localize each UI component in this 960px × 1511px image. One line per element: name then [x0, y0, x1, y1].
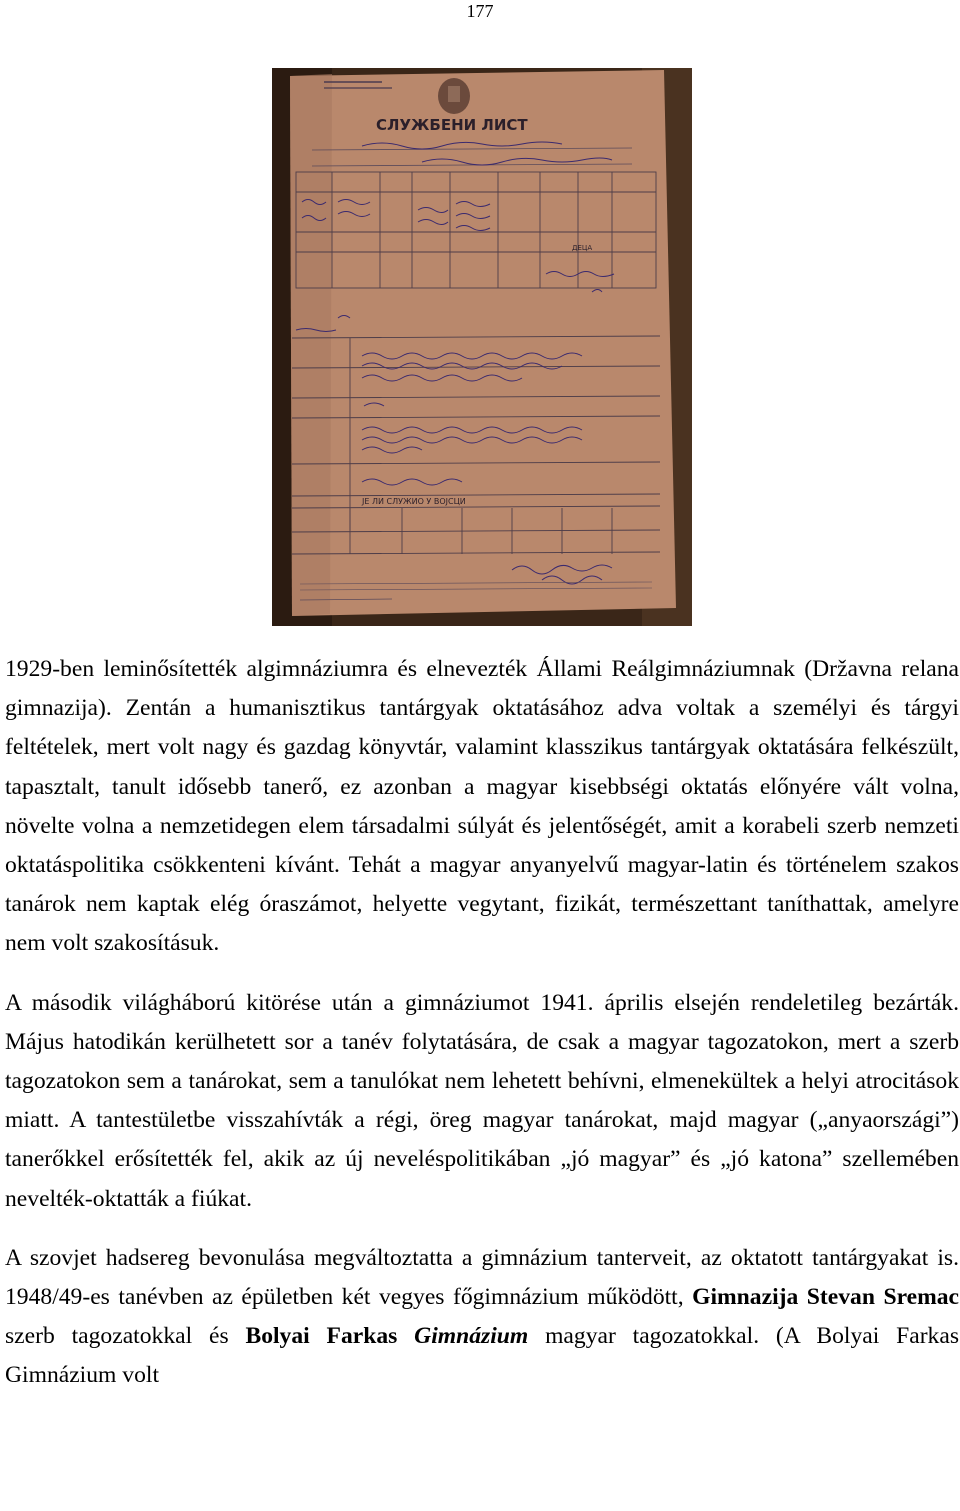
- school-name-serbian: Gimnazija Stevan Sremac: [692, 1284, 960, 1311]
- paper-sheet: [290, 70, 676, 616]
- document-photo: [272, 68, 692, 626]
- paragraph-3: [5, 1239, 959, 1396]
- children-label: ДЕЦА: [572, 244, 593, 252]
- page-number: 177: [466, 1, 494, 21]
- document-photo-svg: [272, 68, 692, 626]
- school-type-gimnazium: Gimnázium: [414, 1323, 529, 1350]
- paragraph-3-text-3: [397, 1323, 414, 1349]
- military-section-label: ЈЕ ЛИ СЛУЖИО У ВОЈСЦИ: [362, 497, 466, 506]
- paragraph-3-text-4: magyar tagozatokkal. (A Bolyai Farkas Gimnázium volt: [5, 1323, 959, 1389]
- coat-of-arms-icon: [438, 78, 470, 114]
- article-text: [5, 650, 959, 1396]
- paragraph-3-text-2: szerb tagozatokkal és: [5, 1323, 246, 1350]
- paragraph-2: A második világháború kitörése után a gimnáziumot 1941. április elsején rendeletileg bezárták. Május hatodikán kerülhetett sor a tanév folytatására, de csak a magyar tagozatokon, mert a szerb tagozatokon sem a tanárokat, sem a tanulókat nem lehetett behívni, elmenekültek a helyi atrocitások miatt. A tantestületbe visszahívták a régi, öreg magyar tanárokat, majd magyar („anyaországi”) tanerőkkel erősítették fel, akik az új neveléspolitikában „jó magyar” és „jó katona” szellemében nevelték-oktatták a fiúkat.: [5, 989, 959, 1212]
- paragraph-1: 1929-ben leminősítették algimnáziumra és elnevezték Állami Reálgimnáziumnak (Državna relana gimnazija). Zentán a humanisztikus tantárgyak oktatásához adva voltak a személyi és tárgyi feltételek, mert volt nagy és gazdag könyvtár, valamint klasszikus tantárgyak oktatására felkészült, tapasztalt, tanult idősebb tanerő, ez azonban a magyar kisebbségi oktatás előnyére vált volna, növelte volna a nemzetidegen elem társadalmi súlyát és jelentőségét, amit a korabeli szerb nemzeti oktatáspolitika csökkenteni kívánt. Tehát a magyar anyanyelvű magyar-latin és történelem szakos tanárok nem kaptak elég óraszámot, helyette vegytant, fizikát, természettant taníthattak, amelyre nem volt szakosításuk.: [5, 656, 959, 957]
- paragraph-3-text-1: A szovjet hadsereg bevonulása megváltoztatta a gimnázium tanterveit, az oktatott tantárgyakat is. 1948/49-es tanévben az épületben két vegyes főgimnázium működött,: [5, 1244, 959, 1311]
- school-name-hungarian: Bolyai Farkas: [245, 1323, 398, 1350]
- form-title: СЛУЖБЕНИ ЛИСТ: [376, 116, 528, 134]
